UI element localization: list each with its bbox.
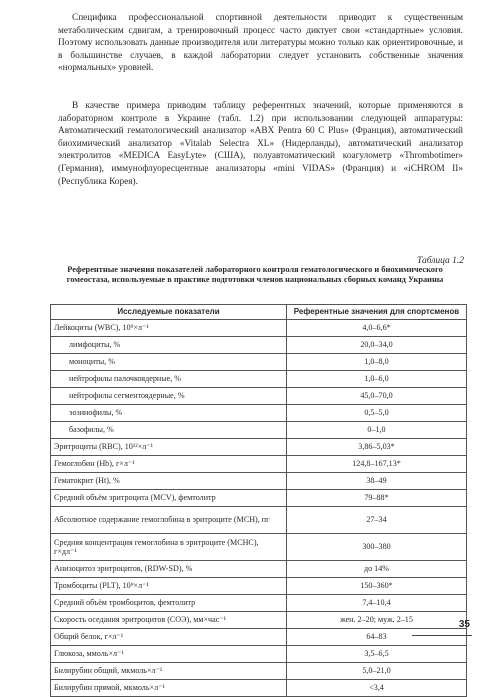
- row-name: Скорость оседания эритроцитов (СОЭ), мм×час⁻¹: [51, 612, 287, 629]
- table-title: Референтные значения показателей лабораторного контроля гематологического и биохимического гомеостаза, используемые в практике подготовки членов национальных сборных команд Украины: [66, 265, 444, 285]
- row-name: Тромбоциты (PLT), 10⁹×л⁻¹: [51, 578, 287, 595]
- row-value: 0,5–5,0: [287, 405, 467, 422]
- row-name: Средняя концентрация гемоглобина в эритроците (MCHC), г×дл⁻¹: [51, 534, 287, 561]
- row-name: Абсолютное содержание гемоглобина в эритроците (MCH), пг: [51, 507, 287, 534]
- row-name: Анизоцитоз эритроцитов, (RDW-SD), %: [51, 561, 287, 578]
- row-name: базофилы, %: [51, 422, 287, 439]
- table-header-row: [51, 305, 467, 320]
- row-name: нейтрофилы сегментоядерные, %: [51, 388, 287, 405]
- row-value: 3,5–6,5: [287, 646, 467, 663]
- table-row: [51, 490, 467, 507]
- row-value: 79–88*: [287, 490, 467, 507]
- row-value: 7,4–10,4: [287, 595, 467, 612]
- table-row: [51, 646, 467, 663]
- table-row: [51, 595, 467, 612]
- row-name: Эритроциты (RBC), 10¹²×л⁻¹: [51, 439, 287, 456]
- row-value: 1,0–8,0: [287, 354, 467, 371]
- table-caption: Таблица 1.2: [417, 256, 464, 266]
- row-name: Гематокрит (Ht), %: [51, 473, 287, 490]
- row-name: Общий белок, г×л⁻¹: [51, 629, 287, 646]
- row-name: Гемоглобин (Hb), г×л⁻¹: [51, 456, 287, 473]
- row-value: 124,8–167,13*: [287, 456, 467, 473]
- table-row: [51, 663, 467, 680]
- table-row: [51, 405, 467, 422]
- reference-values-table: [50, 304, 467, 697]
- table-row: [51, 534, 467, 561]
- page-number-rule: [412, 635, 472, 636]
- row-name: Билирубин прямой, мкмоль×л⁻¹: [51, 680, 287, 697]
- header-reference-values: Референтные значения для спортсменов: [287, 305, 467, 320]
- row-value: 64–83: [287, 629, 467, 646]
- row-value: 27–34: [287, 507, 467, 534]
- row-name: Средний объём тромбоцитов, фемтолитр: [51, 595, 287, 612]
- row-value: 38–49: [287, 473, 467, 490]
- row-value: <3,4: [287, 680, 467, 697]
- row-value: 150–360*: [287, 578, 467, 595]
- table-row: [51, 680, 467, 697]
- row-name: Средний объём эритроцита (MCV), фемтолитр: [51, 490, 287, 507]
- row-value: жен. 2–20; муж. 2–15: [287, 612, 467, 629]
- table-row: [51, 456, 467, 473]
- paragraph-equipment: В качестве примера приводим таблицу референтных значений, которые применяются в лабораторном контроле в Украине (табл. 1.2) при использовании следующей аппаратуры: Автоматический гематологический анализатор «ABX Pentra 60 C Plus» (Франция), автоматический биохимический анализатор «Vitalab Selectra XL» (Нидерланды), автоматический анализатор электролитов «MEDICA EasyLyte» (США), полуавтоматический коагулометр «Thrombotimer» (Германия), иммунофлуоресцентные анализаторы «mini VIDAS» (Франция) и «iCHROM II» (Республика Корея).: [58, 101, 463, 187]
- row-value: 20,0–34,0: [287, 337, 467, 354]
- table-row: [51, 473, 467, 490]
- table-row: [51, 507, 467, 534]
- row-name: эозинофилы, %: [51, 405, 287, 422]
- row-name: Глюкоза, ммоль×л⁻¹: [51, 646, 287, 663]
- table-row: [51, 337, 467, 354]
- row-name: Лейкоциты (WBC), 10⁹×л⁻¹: [51, 320, 287, 337]
- table-row: [51, 422, 467, 439]
- row-name: нейтрофилы палочкоядерные, %: [51, 371, 287, 388]
- row-value: 300–380: [287, 534, 467, 561]
- table-row: [51, 388, 467, 405]
- row-value: 3,86–5,03*: [287, 439, 467, 456]
- table-row: [51, 629, 467, 646]
- table-row: [51, 439, 467, 456]
- row-value: 45,0–70,0: [287, 388, 467, 405]
- row-value: 5,0–21,0: [287, 663, 467, 680]
- row-value: до 14%: [287, 561, 467, 578]
- row-name: лимфоциты, %: [51, 337, 287, 354]
- header-indicators: Исследуемые показатели: [51, 305, 287, 320]
- row-name: Билирубин общий, мкмоль×л⁻¹: [51, 663, 287, 680]
- table-row: [51, 612, 467, 629]
- row-value: 1,0–6,0: [287, 371, 467, 388]
- table-row: [51, 371, 467, 388]
- page-number: 35: [458, 619, 470, 630]
- row-name: моноциты, %: [51, 354, 287, 371]
- table-row: [51, 320, 467, 337]
- table-row: [51, 354, 467, 371]
- paragraph-intro: Специфика профессиональной спортивной деятельности приводит к существенным метаболическим сдвигам, а тренировочный процесс часто диктует свои «стандартные» условия. Поэтому использовать данные производителя или литературы можно только как ориентировочные, и в большинстве случаев, в каждой лаборатории следует установить собственные значения «нормальных» уровней.: [58, 13, 463, 74]
- table-row: [51, 561, 467, 578]
- row-value: 4,0–6,6*: [287, 320, 467, 337]
- row-value: 0–1,0: [287, 422, 467, 439]
- table-row: [51, 578, 467, 595]
